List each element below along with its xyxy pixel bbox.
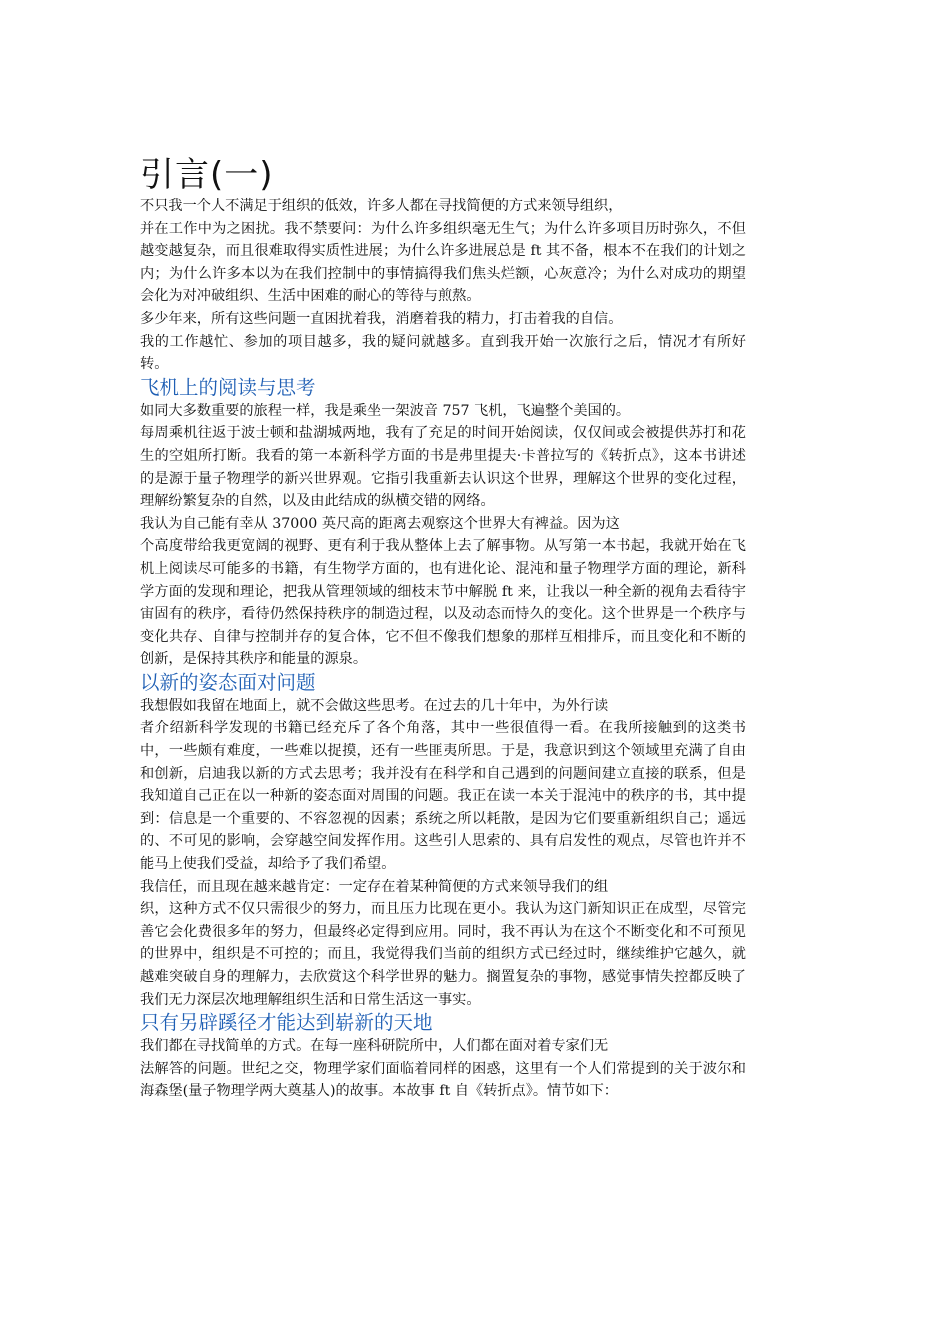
paragraph: 我认为自己能有幸从 37000 英尺高的距离去观察这个世界大有裨益。因为这 [140,515,620,532]
document-page [140,155,746,1103]
paragraph: 我想假如我留在地面上，就不会做这些思考。在过去的几十年中，为外行读 [140,697,609,714]
paragraph: 者介绍新科学发现的书籍已经充斥了各个角落，其中一些很值得一看。在我所接触到的这类书中，一些颇有难度，一些难以捉摸，还有一些匪夷所思。于是，我意识到这个领域里充满了自由和创新，启迪我以新的方式去思考；我并没有在科学和自己遇到的问题间建立直接的联系，但是我知道自己正在以一种新的姿态面对周围的问题。我正在读一本关于混沌中的秩序的书，其中提到：信息是一个重要的、不容忽视的因素；系统之所以耗散，是因为它们要重新组织自己；遥远的、不可见的影响，会穿越空间发挥作用。这些引人思索的、具有启发性的观点，尽管也许并不能马上使我们受益，却给予了我们希望。 [140,720,746,873]
paragraph: 我的工作越忙、参加的项目越多，我的疑问就越多。直到我开始一次旅行之后，情况才有所好转。 [140,333,746,373]
section-intro [140,195,746,376]
section-heading: 以新的姿态面对问题 [140,670,316,694]
paragraph: 法解答的问题。世纪之交，物理学家们面临着同样的困惑，这里有一个人们常提到的关于波尔和海森堡(量子物理学两大奠基人)的故事。本故事 ft 自《转折点》。情节如下： [140,1060,746,1100]
paragraph: 织，这种方式不仅只需很少的努力，而且压力比现在更小。我认为这门新知识正在成型，尽管完善它会化费很多年的努力，但最终必定得到应用。同时，我不再认为在这个不断变化和不可预见的世界中，组织是不可控的；而且，我觉得我们当前的组织方式已经过时，继续维护它越久，就越难突破自身的理解力，去欣赏这个科学世界的魅力。搁置复杂的事物，感觉事情失控都反映了我们无力深层次地理解组织生活和日常生活这一事实。 [140,901,746,1008]
paragraph: 个高度带给我更宽阔的视野、更有利于我从整体上去了解事物。从写第一本书起，我就开始在飞机上阅读尽可能多的书籍，有生物学方面的，也有进化论、混沌和量子物理学方面的理论，新科学方面的发现和理论，把我从管理领域的细枝末节中解脱 ft 来，让我以一种全新的视角去看待宇宙固有的秩序，看待仍然保持秩序的制造过程，以及动态而恃久的变化。这个世界是一个秩序与变化共存、自律与控制并存的复合体，它不但不像我们想象的那样互相排斥，而且变化和不断的创新，是保持其秩序和能量的源泉。 [140,538,746,668]
paragraph: 每周乘机往返于波士顿和盐湖城两地，我有了充足的时间开始阅读，仅仅间或会被提供苏打和花生的空姐所打断。我看的第一本新科学方面的书是弗里提夫·卡普拉写的《转折点》，这本书讲述的是源于量子物理学的新兴世界观。它指引我重新去认识这个世界，理解这个世界的变化过程，理解纷繁复杂的自然，以及由此结成的纵横交错的网络。 [140,425,746,510]
page-title: 引言(一) [140,155,274,195]
section-heading: 飞机上的阅读与思考 [140,375,316,399]
paragraph: 并在工作中为之困扰。我不禁要问：为什么许多组织毫无生气；为什么许多项目历时弥久，不但越变越复杂，而且很难取得实质性进展；为什么许多进展总是 ft 其不备，根本不在我们的计划之内；为什么许多本以为在我们控制中的事情搞得我们焦头烂额，心灰意冷；为什么对成功的期望会化为对冲破组织、生活中困难的耐心的等待与煎熬。 [140,220,746,305]
paragraph: 我信任，而且现在越来越肯定：一定存在着某种简便的方式来领导我们的组 [140,878,609,895]
paragraph: 如同大多数重要的旅程一样，我是乘坐一架波音 757 飞机，飞遍整个美国的。 [140,402,631,419]
section-new-path [140,1011,746,1103]
paragraph: 多少年来，所有这些问题一直困扰着我，消磨着我的精力，打击着我的自信。 [140,310,623,327]
section-new-attitude [140,671,746,1011]
section-heading: 只有另辟蹊径才能达到崭新的天地 [140,1011,433,1035]
paragraph: 不只我一个人不满足于组织的低效，许多人都在寻找简便的方式来领导组织， [140,198,623,214]
section-reading-on-plane [140,376,746,671]
paragraph: 我们都在寻找简单的方式。在每一座科研院所中，人们都在面对着专家们无 [140,1038,609,1055]
